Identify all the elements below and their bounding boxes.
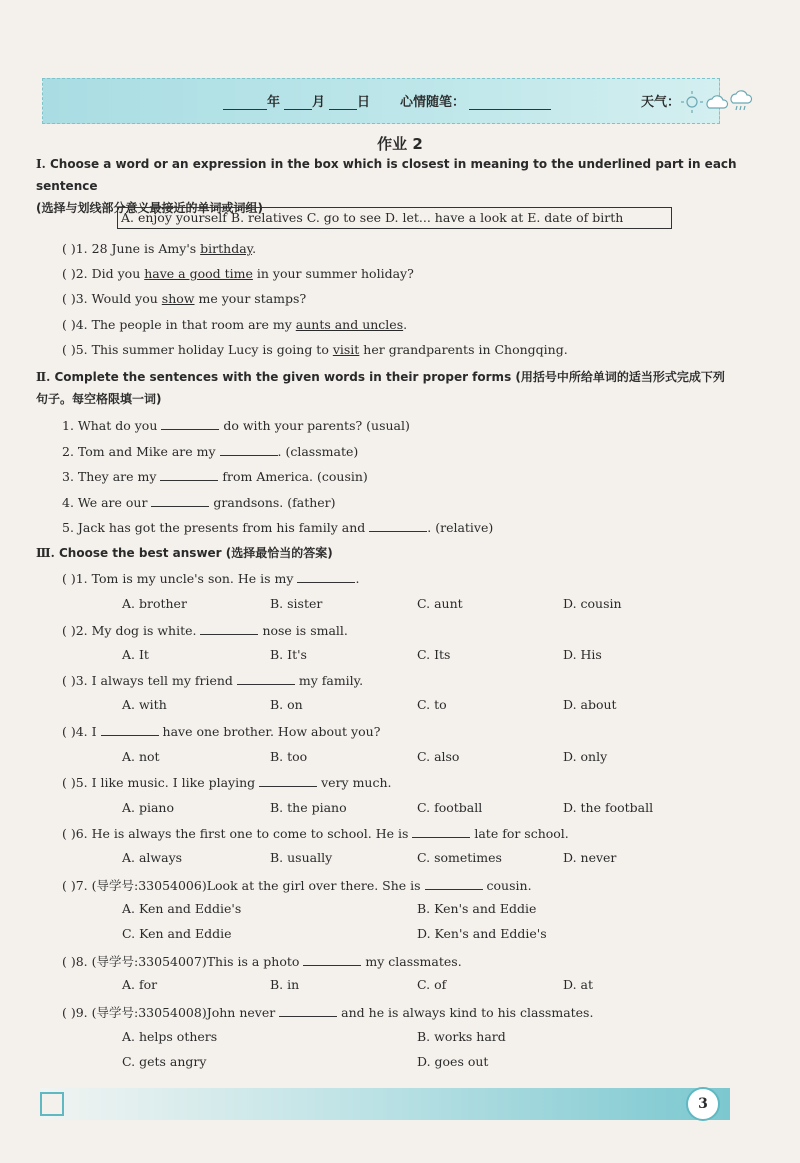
option: C. football [417, 800, 483, 815]
option: B. works hard [417, 1029, 506, 1044]
question-text: . (relative) [427, 520, 494, 535]
answer-blank [237, 672, 295, 685]
mood-blank [469, 95, 551, 110]
option: D. Ken's and Eddie's [417, 926, 547, 941]
underlined-part: aunts and uncles [295, 317, 404, 332]
question-text: 5. Jack has got the presents from his family and [62, 520, 370, 535]
sun-icon [681, 91, 703, 113]
question-text: ( )9. (导学号:33054008)John never [62, 1005, 280, 1020]
question-text: ( )3. Would you [62, 291, 162, 306]
s3-question-8 [62, 952, 462, 970]
option: D. never [563, 850, 617, 865]
question-text: do with your parents? (usual) [219, 418, 410, 433]
question-text: and he is always kind to his classmates. [337, 1005, 594, 1020]
option: D. His [563, 647, 602, 662]
underlined-part: show [161, 291, 195, 306]
section1-title: Choose a word or an expression in the box which is closest in meaning to the underlined part in each sentence [36, 157, 737, 193]
option: C. Ken and Eddie [122, 926, 232, 941]
question-text: . [252, 241, 257, 256]
question-text: ( )2. Did you [62, 266, 145, 281]
section2-number: Ⅱ. [36, 370, 51, 384]
question-text: 2. Tom and Mike are my [62, 444, 220, 459]
answer-blank [279, 1004, 337, 1017]
option: D. the football [563, 800, 654, 815]
option: C. Its [417, 647, 451, 662]
answer-blank [412, 825, 470, 838]
option: C. gets angry [122, 1054, 207, 1069]
s1-question-2 [62, 266, 414, 281]
option: C. of [417, 977, 447, 992]
question-text: ( )3. I always tell my friend [62, 673, 237, 688]
year-blank [223, 95, 267, 110]
section2-subtitle: 句子。每空格限填一词) [36, 392, 162, 406]
option: B. too [270, 749, 308, 764]
question-text: ( )7. (导学号:33054006)Look at the girl over there. She is [62, 878, 425, 893]
question-text: my family. [294, 673, 364, 688]
s3-question-5 [62, 774, 392, 790]
question-text: . [355, 571, 360, 586]
option: B. usually [270, 850, 333, 865]
option: B. Ken's and Eddie [417, 901, 537, 916]
question-text: ( )5. This summer holiday Lucy is going to [62, 342, 333, 357]
option: A. piano [122, 800, 175, 815]
s3-question-9 [62, 1003, 593, 1021]
day-blank [329, 95, 357, 110]
question-text: ( )2. My dog is white. [62, 623, 201, 638]
s2-question-2 [62, 443, 358, 459]
answer-blank [160, 468, 218, 481]
answer-blank [369, 519, 427, 532]
answer-blank [297, 570, 355, 583]
section1-number: Ⅰ. [36, 157, 46, 171]
option: C. sometimes [417, 850, 502, 865]
question-text: in your summer holiday? [252, 266, 414, 281]
question-text: my classmates. [361, 954, 462, 969]
question-text: ( )6. He is always the first one to come to school. He is [62, 826, 413, 841]
year-label: 年 [267, 95, 281, 110]
option: B. It's [270, 647, 307, 662]
mood-label: 心情随笔： [400, 95, 466, 110]
option: A. for [122, 977, 158, 992]
s3-question-4 [62, 723, 380, 739]
option: A. not [122, 749, 160, 764]
question-text: . [403, 317, 408, 332]
option: C. aunt [417, 596, 463, 611]
page-number: 3 [686, 1087, 720, 1121]
section3-number: Ⅲ. [36, 546, 55, 560]
underlined-part: visit [332, 342, 360, 357]
option: D. cousin [563, 596, 622, 611]
question-text: her grandparents in Chongqing. [359, 342, 568, 357]
section2-heading [36, 366, 776, 410]
header-band [42, 78, 720, 124]
date-mood-row [223, 91, 551, 110]
s3-question-1 [62, 570, 359, 586]
question-text: 3. They are my [62, 469, 161, 484]
underlined-part: birthday [200, 241, 253, 256]
question-text: ( )4. The people in that room are my [62, 317, 296, 332]
option: B. in [270, 977, 300, 992]
section3-title: Choose the best answer (选择最恰当的答案) [58, 546, 333, 560]
question-text: from America. (cousin) [218, 469, 368, 484]
underlined-part: have a good time [144, 266, 253, 281]
footer-band [40, 1088, 730, 1120]
weather-label: 天气： [641, 95, 681, 110]
question-text: nose is small. [258, 623, 348, 638]
option: D. only [563, 749, 608, 764]
question-text: cousin. [482, 878, 532, 893]
question-text: grandsons. (father) [209, 495, 336, 510]
question-text: me your stamps? [194, 291, 307, 306]
day-label: 日 [357, 95, 371, 110]
weather-icons [681, 89, 759, 115]
s1-question-4 [62, 317, 407, 332]
option: C. to [417, 697, 447, 712]
question-text: ( )5. I like music. I like playing [62, 775, 260, 790]
option: B. the piano [270, 800, 347, 815]
s3-question-6 [62, 825, 569, 841]
s2-question-1 [62, 417, 410, 433]
option: B. on [270, 697, 303, 712]
option: D. about [563, 697, 617, 712]
option: D. at [563, 977, 593, 992]
option: A. brother [122, 596, 187, 611]
answer-blank [259, 774, 317, 787]
question-text: very much. [317, 775, 392, 790]
question-text: ( )8. (导学号:33054007)This is a photo [62, 954, 304, 969]
section2-title: Complete the sentences with the given words in their proper forms (用括号中所给单词的适当形式完成下列 [54, 370, 725, 384]
option: C. also [417, 749, 460, 764]
question-text: late for school. [470, 826, 569, 841]
word-box: A. enjoy yourself B. relatives C. go to see D. let... have a look at E. date of birth [117, 207, 672, 229]
answer-blank [220, 443, 278, 456]
question-text: ( )1. Tom is my uncle's son. He is my [62, 571, 298, 586]
s2-question-5 [62, 519, 493, 535]
s2-question-4 [62, 494, 336, 510]
answer-blank [425, 877, 483, 890]
option: A. Ken and Eddie's [122, 901, 242, 916]
question-text: 1. What do you [62, 418, 162, 433]
option: A. It [122, 647, 149, 662]
cloud-icon [707, 96, 728, 108]
answer-blank [101, 723, 159, 736]
answer-blank [303, 953, 361, 966]
option: A. always [122, 850, 183, 865]
answer-blank [200, 622, 258, 635]
question-text: 4. We are our [62, 495, 152, 510]
month-blank [284, 95, 312, 110]
question-text: . (classmate) [277, 444, 359, 459]
option: A. with [122, 697, 167, 712]
page-title: 作业 2 [377, 135, 423, 153]
option: D. goes out [417, 1054, 489, 1069]
footer-square [40, 1092, 64, 1116]
s2-question-3 [62, 468, 368, 484]
answer-blank [161, 417, 219, 430]
s1-question-3 [62, 291, 306, 306]
section1-subtitle: (选择与划线部分意义最接近的单词或词组) [36, 201, 263, 215]
option: B. sister [270, 596, 323, 611]
option: A. helps others [122, 1029, 218, 1044]
s1-question-1 [62, 241, 256, 256]
s3-question-7 [62, 876, 532, 894]
question-text: have one brother. How about you? [158, 724, 381, 739]
s1-question-5 [62, 342, 568, 357]
answer-blank [151, 494, 209, 507]
s3-question-3 [62, 672, 363, 688]
question-text: ( )1. 28 June is Amy's [62, 241, 201, 256]
section3-heading [36, 542, 333, 564]
month-label: 月 [312, 95, 326, 110]
question-text: ( )4. I [62, 724, 101, 739]
rain-icon [731, 91, 752, 110]
s3-question-2 [62, 622, 348, 638]
